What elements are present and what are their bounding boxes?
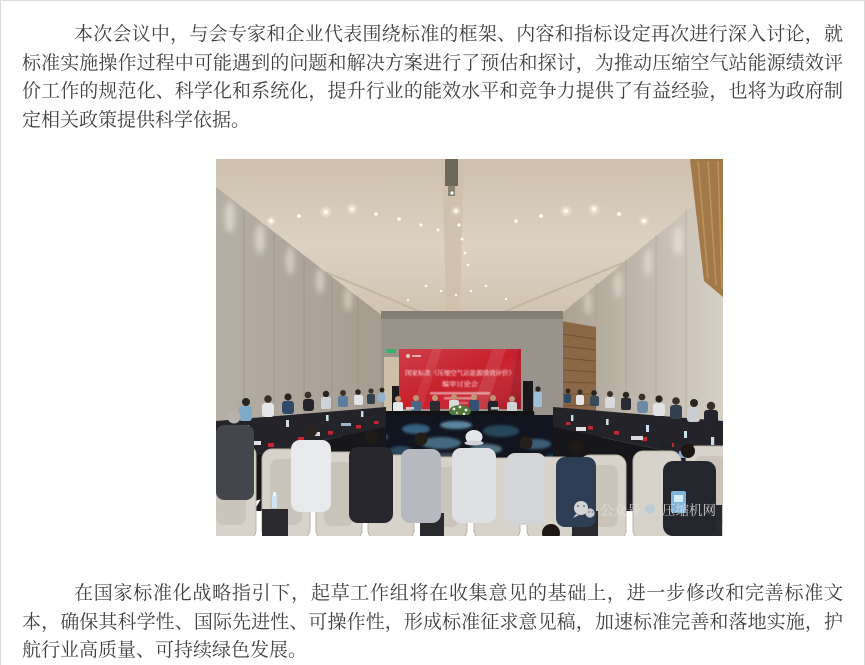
watermark-text-suffix: 压缩机网 <box>662 503 716 519</box>
conference-photo-scene <box>216 159 723 536</box>
screen-title-line1: 国家标准《压缩空气站能源绩效评价》 <box>405 369 516 377</box>
screen-title-line2: 编审讨论会 <box>442 380 475 388</box>
wood-slat-panel <box>561 321 596 421</box>
speaker-right <box>523 381 533 414</box>
article-paragraph-1: 本次会议中，与会专家和企业代表围绕标准的框架、内容和指标设定再次进行深入讨论，就标准实施操作过程中可能遇到的问题和解决方案进行了预估和探讨，为推动压缩空气站能源绩效评价工作的规范化、科学化和系统化，提升行业的能效水平和竞争力提供了有益经验，也将为政府制定相关政策提供科学依据。 <box>22 23 843 132</box>
watermark-logo-mark <box>645 504 655 514</box>
conference-photo <box>216 159 723 536</box>
article-paragraph-2: 在国家标准化战略指引下，起草工作组将在收集意见的基础上，进一步修改和完善标准文本，确保其科学性、国际先进性、可操作性，形成标准征求意见稿，加速标准完善和落地实施，护航行业高质量、可持续绿色发展。 <box>22 582 843 662</box>
watermark-text-prefix: 公众号 <box>600 503 641 519</box>
